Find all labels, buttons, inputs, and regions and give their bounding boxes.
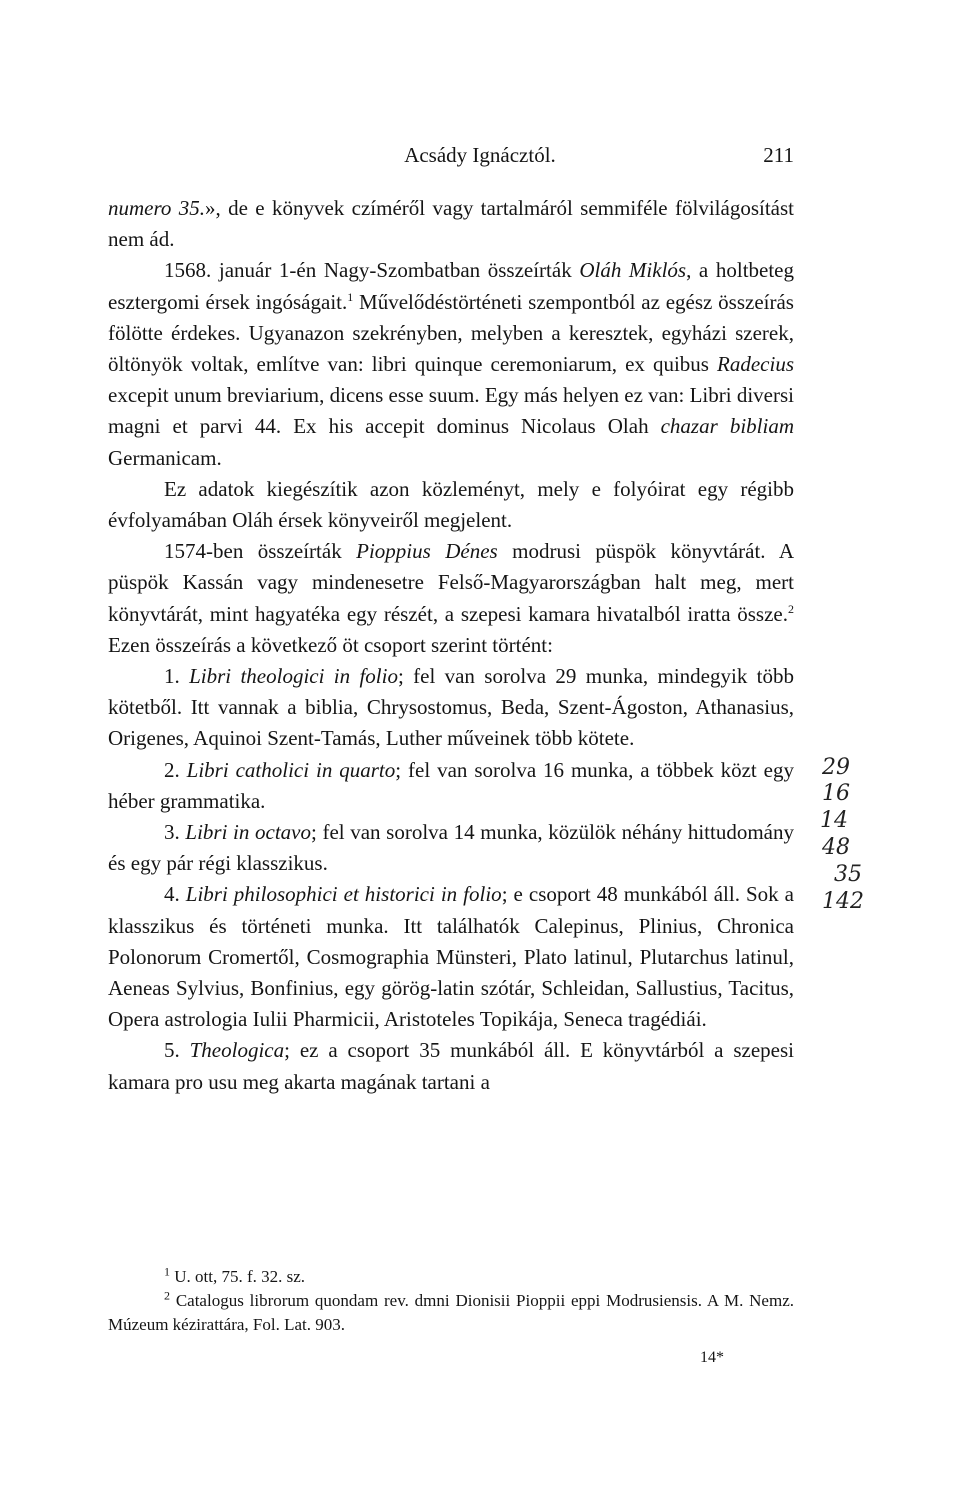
italic-text: Libri theologici in folio <box>189 664 398 689</box>
text-run: », de e könyvek czíméről vagy tartalmáról semmiféle fölvilágosítást nem ád. <box>108 196 794 252</box>
text-run: , a holtbeteg esztergomi érsek ingóságait. <box>108 258 795 314</box>
paragraph <box>108 879 794 1035</box>
text-run: modrusi püspök könyvtárát. A püspök Kassán vagy mindenesetre Felső-Magyarországban halt meg, mert könyvtárát, mint hagyatéka egy részét, a szepesi kamara hivatalból iratta össze. <box>108 539 794 626</box>
paragraph <box>108 1035 794 1097</box>
text-run: 5. <box>164 1038 190 1063</box>
body-text <box>108 193 794 1098</box>
italic-text: Libri philosophici et historici in folio <box>185 882 502 907</box>
footnote-mark: 1 <box>164 1264 170 1279</box>
margin-note: 14 <box>820 808 848 833</box>
footnote-text: U. ott, 75. f. 32. sz. <box>170 1267 306 1286</box>
text-run: 1568. január 1-én Nagy-Szombatban összeírták <box>164 258 580 283</box>
text-run: Művelődéstörténeti szempontból az egész összeírás fölötte érdekes. Ugyanazon szekrényben, melyben a keresztek, egyházi szerek, öltönyök voltak, említve van: libri quinque ceremoniarum, ex quibus <box>108 289 794 377</box>
handwritten-margin-notes <box>812 750 912 920</box>
margin-note: 48 <box>822 835 850 860</box>
text-run: ; ez a csoport 35 munkából áll. E könyvtárból a szepesi kamara pro usu meg akarta magának tartani a <box>108 1038 794 1094</box>
text-run: ; fel van sorolva 16 munka, a többek közt egy héber grammatika. <box>108 757 795 813</box>
margin-note: 142 <box>822 889 864 914</box>
paragraph <box>108 817 794 879</box>
text-run: ; e csoport 48 munkából áll. Sok a klasszikus és történeti munka. Itt találhatók Calepinus, Plinius, Chronica Polonorum Cromertől, Cosmographia Münsteri, Plato latinul, Plutarchus latinul, Aeneas Sylvius, Bonfinius, egy görög-latin szótár, Schleidan, Sallustius, Tacitus, Opera astrologia Iulii Pharmicii, Aristoteles Topikája, Seneca tragédiái. <box>108 882 794 1032</box>
italic-text: Pioppius Dénes <box>356 539 498 564</box>
italic-text: Oláh Miklós <box>579 258 687 283</box>
italic-text: Theologica <box>189 1038 285 1063</box>
footnotes <box>108 1265 794 1337</box>
paragraph <box>108 536 794 661</box>
italic-text: Libri catholici in quarto <box>186 757 396 782</box>
text-run: Germanicam. <box>108 445 222 470</box>
text-run: 3. <box>164 820 186 845</box>
footnote-ref: 1 <box>347 289 354 304</box>
text-run: ; fel van sorolva 14 munka, közülök néhány hittudomány és egy pár régi klasszikus. <box>108 820 794 876</box>
text-run: 2. <box>164 757 187 782</box>
text-run: Ezen összeírás a következő öt csoport szerint történt: <box>108 632 553 657</box>
footnote <box>108 1265 794 1289</box>
signature-mark: 14* <box>700 1349 724 1366</box>
paragraph <box>108 661 794 755</box>
footnote-mark: 2 <box>164 1288 170 1303</box>
text-run: 4. <box>164 882 186 907</box>
paragraph <box>108 255 794 473</box>
margin-note: 16 <box>822 781 850 806</box>
italic-text: Radecius <box>717 352 794 377</box>
footnote <box>108 1289 794 1337</box>
running-header: Acsády Ignácztól. <box>404 143 556 167</box>
margin-note: 35 <box>834 862 862 887</box>
paragraph <box>108 755 794 817</box>
text-run: Ez adatok kiegészítik azon közleményt, mely e folyóirat egy régibb évfolyamában Oláh érsek könyveiről megjelent. <box>108 476 794 533</box>
page-number: 211 <box>763 143 794 167</box>
text-run: 1. <box>164 664 190 689</box>
italic-text: numero 35. <box>108 196 205 220</box>
footnote-ref: 2 <box>788 601 794 616</box>
italic-text: chazar bibliam <box>660 414 794 439</box>
paragraph <box>108 474 794 536</box>
footnote-text: Catalogus librorum quondam rev. dmni Dionisii Pioppii eppi Modrusiensis. A M. Nemz. Múzeum kézirattára, Fol. Lat. 903. <box>108 1291 794 1334</box>
text-run: ; fel van sorolva 29 munka, mindegyik több kötetből. Itt vannak a biblia, Chrysostomus, Beda, Szent-Ágoston, Athanasius, Origenes, Aquinoi Szent-Tamás, Luther műveinek több kötete. <box>108 664 794 751</box>
text-run: 1574-ben összeírták <box>164 539 357 564</box>
italic-text: Libri in octavo <box>185 820 311 845</box>
margin-note: 29 <box>822 755 850 780</box>
text-run: excepit unum breviarium, dicens esse suum. Egy más helyen ez van: Libri diversi magni et parvi 44. Ex his accepit dominus Nicolaus Olah <box>108 383 794 439</box>
paragraph <box>108 193 794 255</box>
